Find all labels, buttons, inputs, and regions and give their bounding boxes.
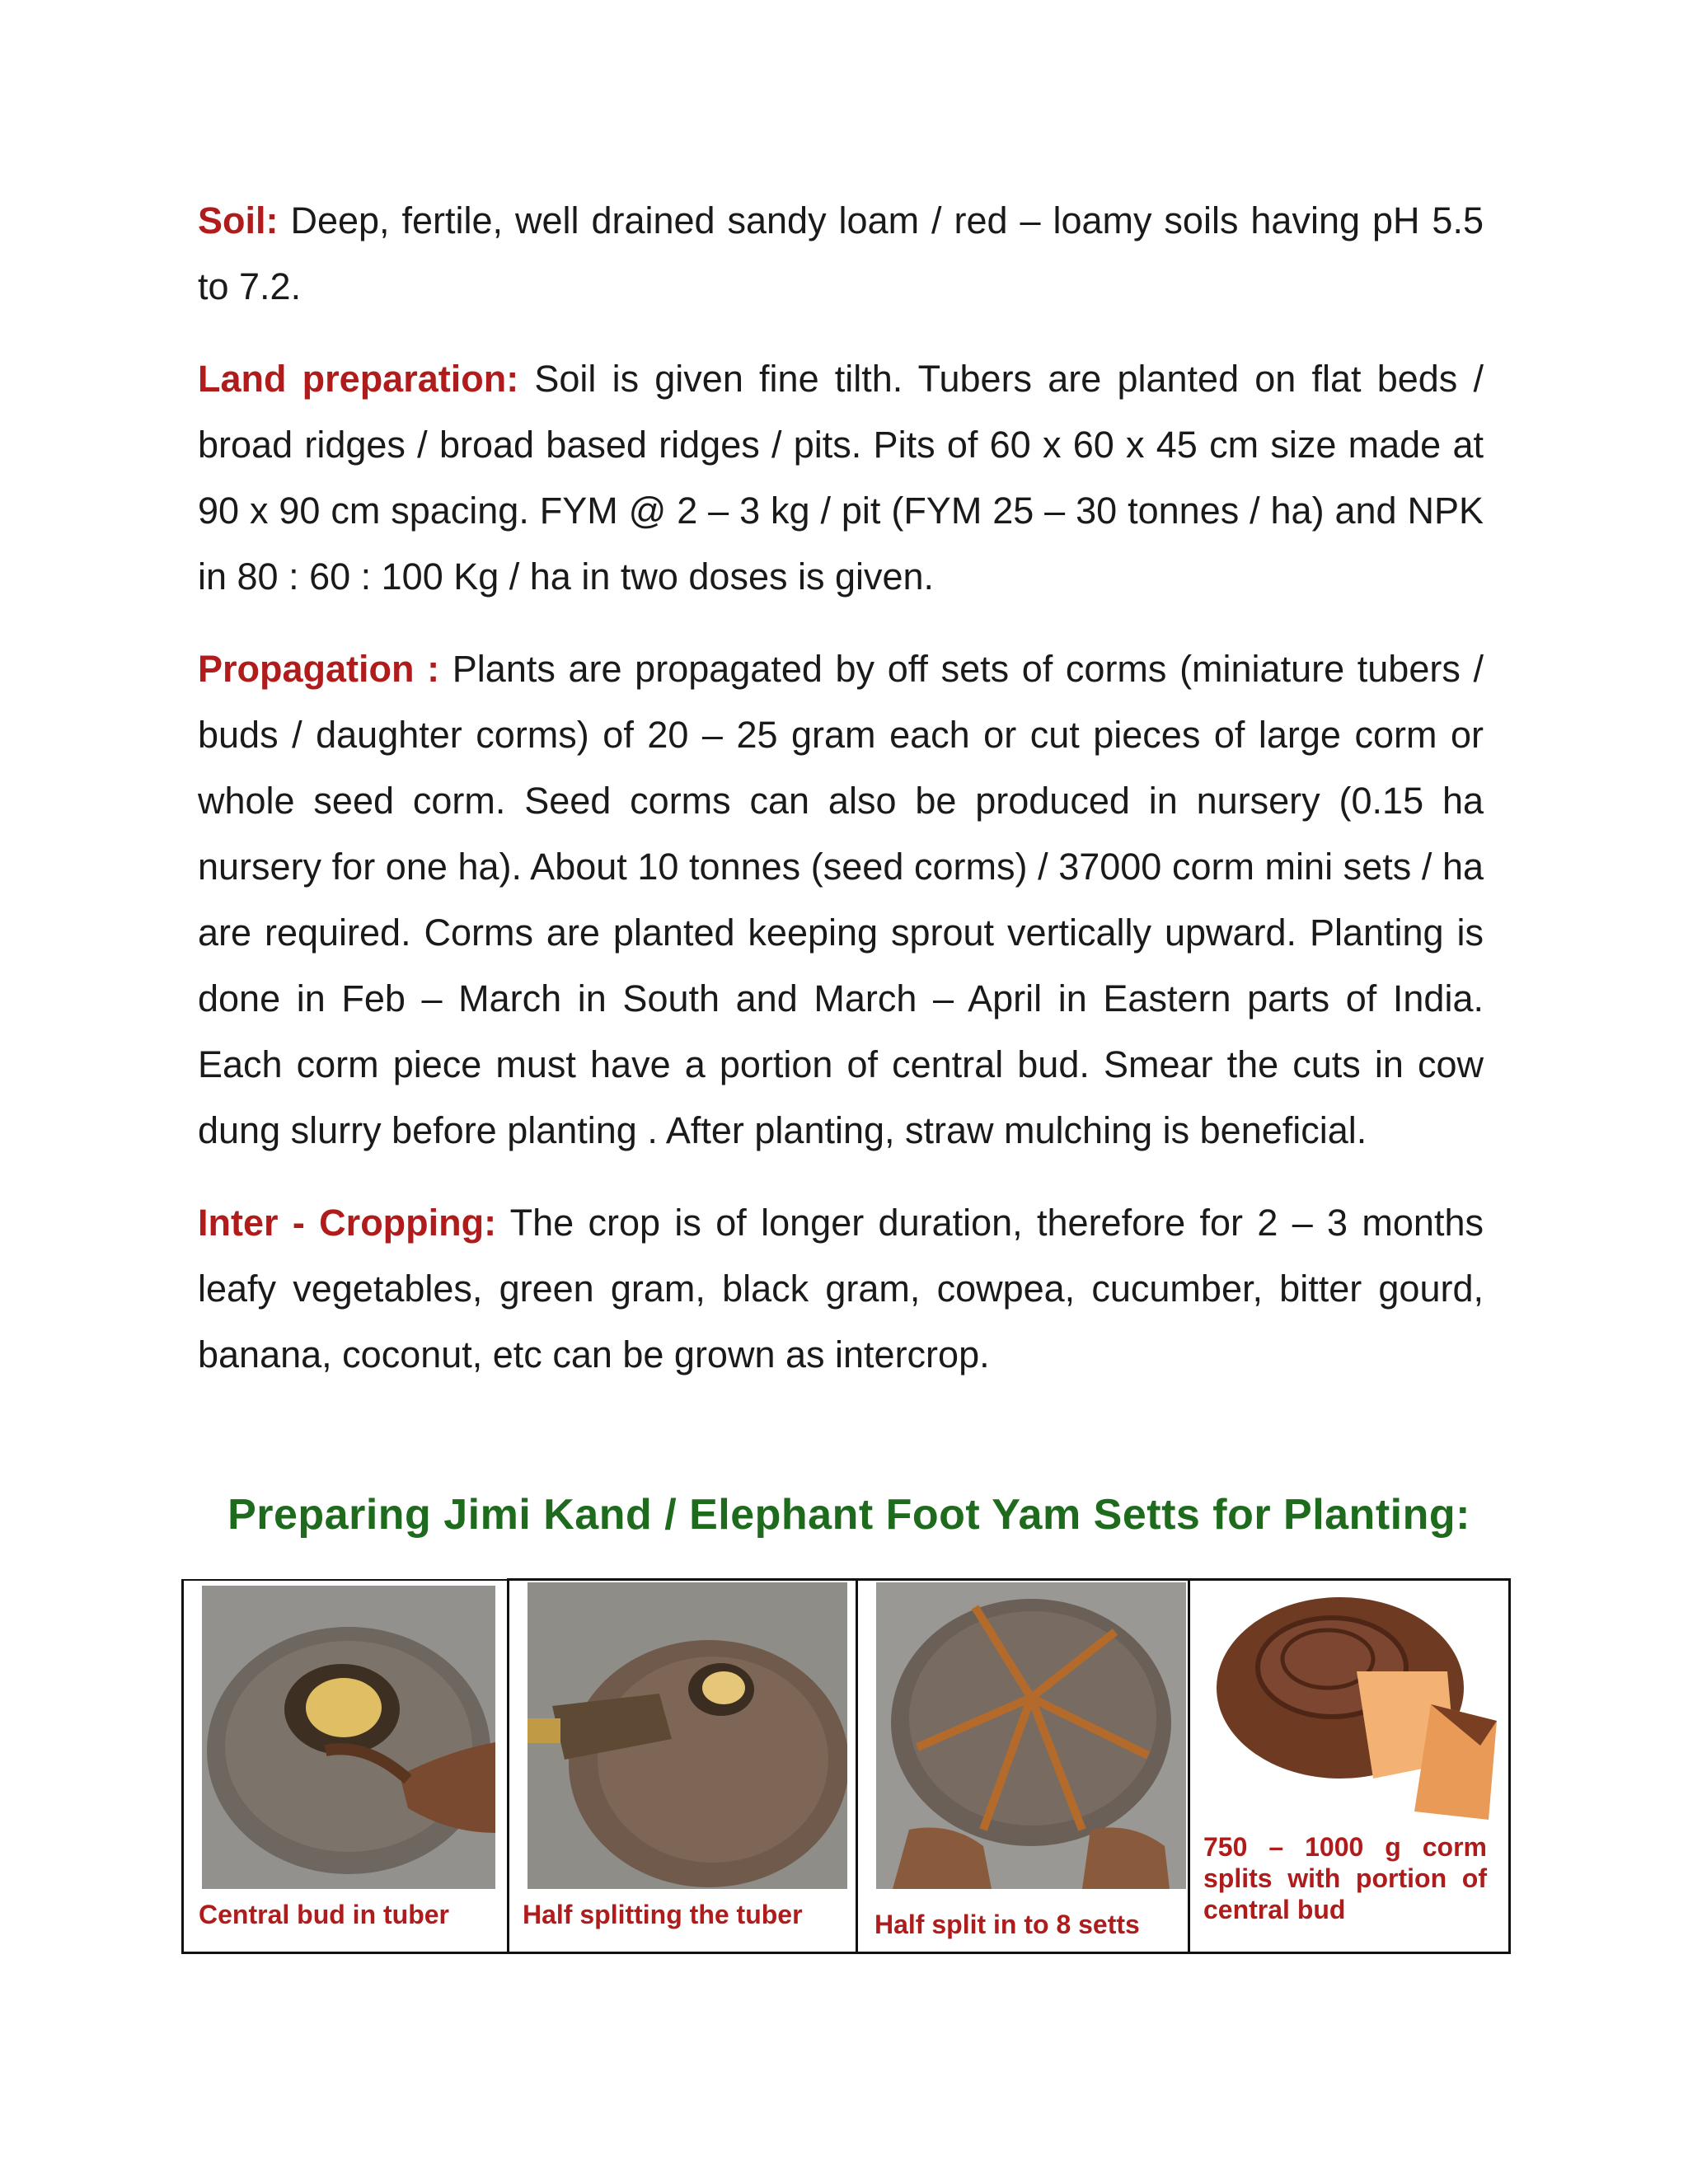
half-splitting-caption: Half splitting the tuber <box>523 1900 803 1929</box>
land-preparation-paragraph <box>198 346 1484 610</box>
land-preparation-label: Land preparation: <box>198 358 519 400</box>
half-splitting-photo <box>528 1582 847 1889</box>
photo-cell-half-splitting <box>509 1580 857 1953</box>
soil-label: Soil: <box>198 199 279 241</box>
eight-setts-photo <box>876 1582 1186 1889</box>
land-preparation-text: Soil is given fine tilth. Tubers are planted on flat beds / broad ridges / broad based ridges / pits. Pits of 60 x 60 x 45 cm size made at 90 x 90 cm spacing. FYM @ 2 – 3 kg / pit (FYM 25 – 30 tonnes / ha) and NPK in 80 : 60 : 100 Kg / ha in two doses is given. <box>198 358 1484 598</box>
propagation-label: Propagation : <box>198 648 440 690</box>
corm-splits-caption: 750 – 1000 g corm splits with portion of central bud <box>1203 1832 1487 1924</box>
photo-cell-corm-splits <box>1189 1580 1510 1953</box>
central-bud-photo <box>202 1586 495 1889</box>
eight-setts-caption: Half split in to 8 setts <box>874 1910 1140 1939</box>
body-text <box>198 188 1484 1414</box>
photo-cell-eight-setts <box>857 1580 1189 1953</box>
photo-cell-central-bud <box>183 1580 509 1953</box>
propagation-text: Plants are propagated by off sets of corms (miniature tubers / buds / daughter corms) of 20 – 25 gram each or cut pieces of large corm or whole seed corm. Seed corms can also be produced in nursery (0.15 ha nursery for one ha). About 10 tonnes (seed corms) / 37000 corm mini sets / ha are required. Corms are planted keeping sprout vertically upward. Planting is done in Feb – March in South and March – April in Eastern parts of India. Each corm piece must have a portion of central bud. Smear the cuts in cow dung slurry before planting . After planting, straw mulching is beneficial. <box>198 648 1484 1151</box>
propagation-paragraph <box>198 636 1484 1164</box>
soil-paragraph <box>198 188 1484 320</box>
corm-splits-photo <box>1208 1581 1507 1836</box>
section-heading: Preparing Jimi Kand / Elephant Foot Yam Setts for Planting: <box>227 1491 1470 1539</box>
central-bud-caption: Central bud in tuber <box>199 1899 449 1929</box>
inter-cropping-text: The crop is of longer duration, therefore for 2 – 3 months leafy vegetables, green gram, black gram, cowpea, cucumber, bitter gourd, banana, coconut, etc can be grown as intercrop. <box>198 1202 1484 1376</box>
soil-text: Deep, fertile, well drained sandy loam / red – loamy soils having pH 5.5 to 7.2. <box>198 199 1484 307</box>
inter-cropping-paragraph <box>198 1190 1484 1388</box>
photo-table <box>181 1578 1511 1954</box>
inter-cropping-label: Inter - Cropping: <box>198 1202 497 1244</box>
